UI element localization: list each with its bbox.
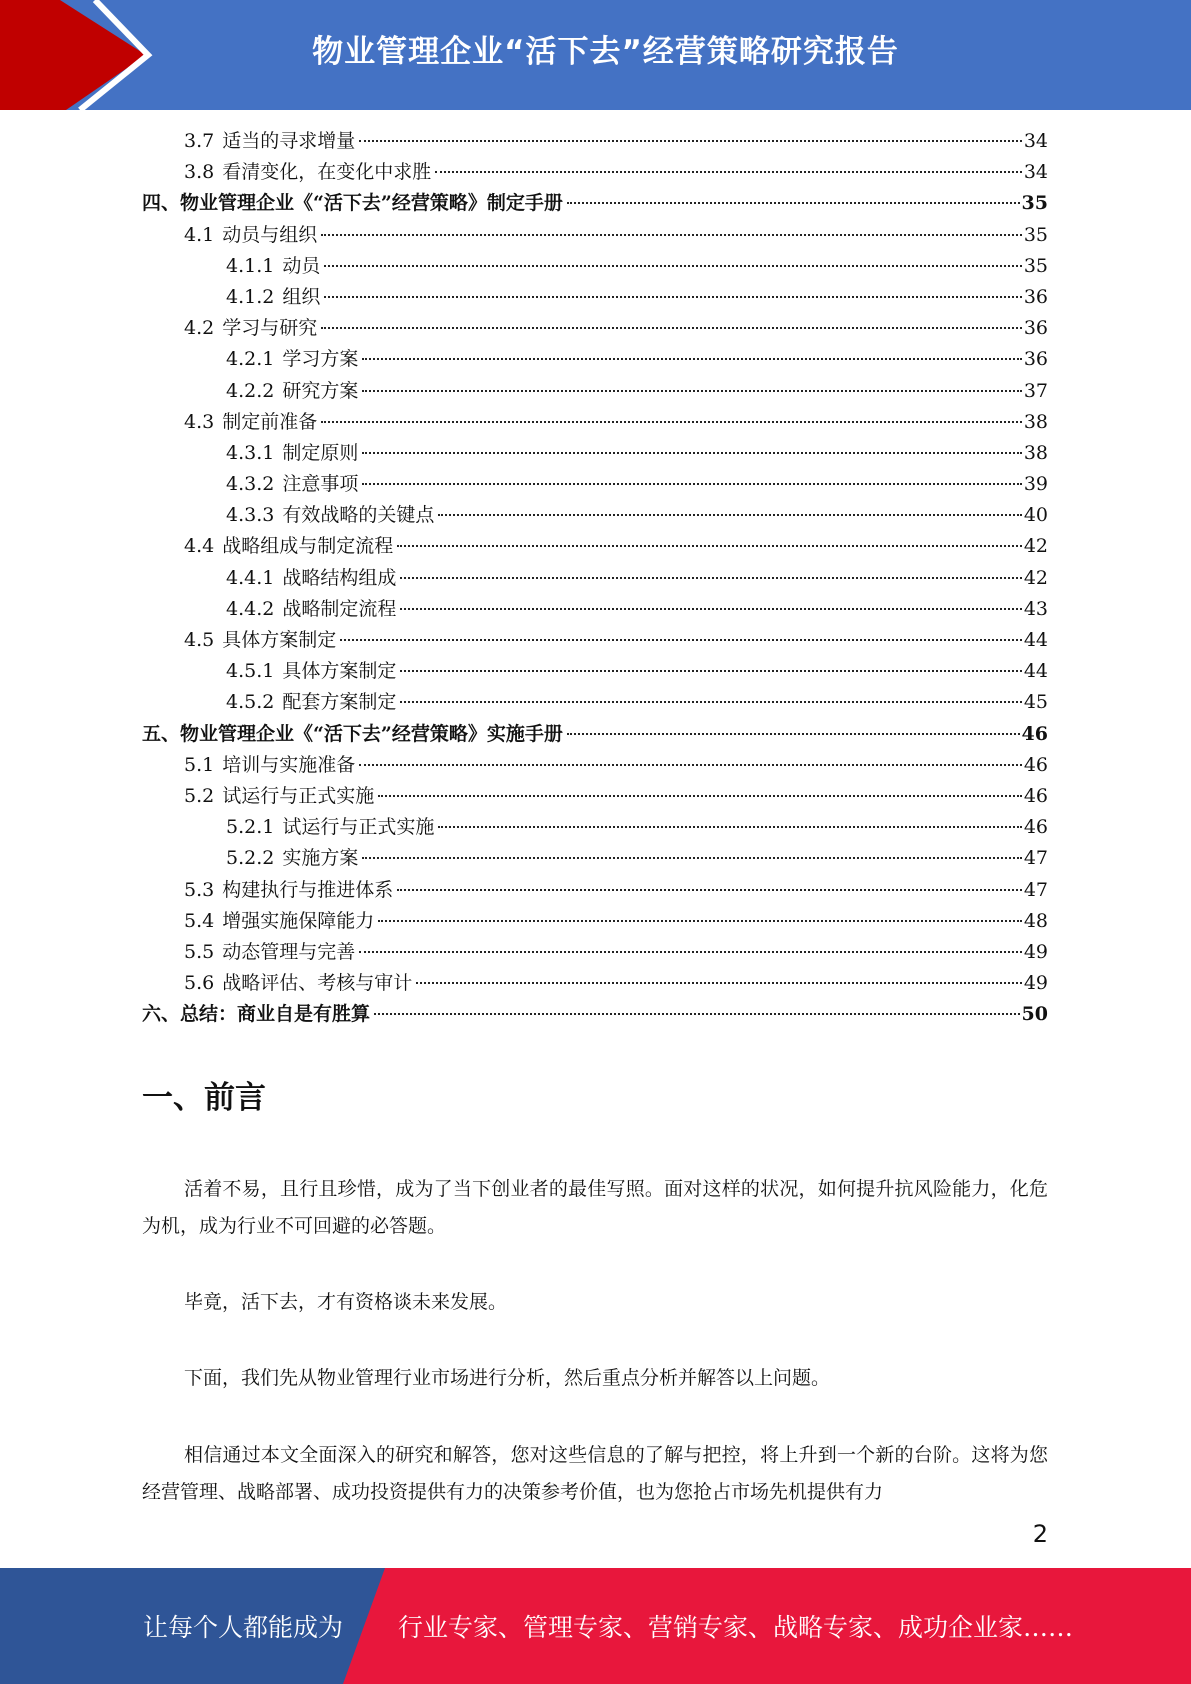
toc-entry-number: 4.5.2 [226,691,275,714]
toc-entry[interactable] [142,157,1048,188]
toc-entry[interactable] [142,188,1048,219]
toc-entry-page: 47 [1023,878,1048,901]
toc-dot-leader [362,452,1021,454]
toc-entry[interactable] [142,563,1048,594]
toc-entry-number: 5.2.1 [226,816,275,839]
toc-entry-page: 48 [1023,909,1048,932]
toc-entry-page: 44 [1023,629,1048,651]
toc-entry-title: 研究方案 [282,379,359,402]
toc-entry-number: 4.5 [184,629,215,651]
toc-entry-page: 49 [1023,972,1048,995]
toc-dot-leader [400,670,1021,672]
toc-entry-page: 46 [1023,784,1048,807]
page-footer [0,1568,1191,1684]
toc-entry-number: 5.4 [184,909,215,932]
toc-entry-page: 34 [1023,161,1048,184]
toc-entry-number: 4.1.2 [226,285,275,308]
toc-entry-number: 4.1 [184,223,215,246]
toc-entry[interactable] [142,906,1048,937]
toc-entry[interactable] [142,500,1048,531]
toc-entry[interactable] [142,875,1048,906]
toc-dot-leader [362,358,1021,360]
toc-entry[interactable] [142,719,1048,750]
toc-dot-leader [397,545,1022,547]
toc-entry[interactable] [142,781,1048,812]
toc-entry-number: 3.7 [184,130,215,152]
toc-entry-page: 42 [1023,535,1048,558]
toc-dot-leader [400,577,1021,579]
toc-entry[interactable] [142,750,1048,781]
toc-entry[interactable] [142,469,1048,500]
toc-entry-title: 构建执行与推进体系 [222,878,394,901]
toc-entry[interactable] [142,968,1048,999]
toc-dot-leader [321,421,1022,423]
toc-entry-page: 38 [1023,441,1048,464]
page-header [0,0,1191,110]
toc-entry-page: 35 [1023,223,1048,246]
toc-entry-number: 5.5 [184,940,215,963]
toc-entry-page: 39 [1023,473,1048,496]
toc-entry-title: 注意事项 [282,473,359,496]
toc-entry-number: 4.3.1 [226,441,275,464]
toc-entry-number: 4.5.1 [226,660,275,683]
toc-entry[interactable] [142,251,1048,282]
toc-entry-number: 4.4 [184,535,215,558]
toc-entry-number: 4.4.1 [226,566,275,589]
toc-entry-title: 培训与实施准备 [222,753,356,776]
toc-entry[interactable] [142,407,1048,438]
toc-dot-leader [378,795,1022,797]
toc-entry-number: 5.1 [184,753,215,776]
toc-entry-number: 5.2.2 [226,847,275,870]
toc-dot-leader [438,514,1021,516]
section-heading: 一、前言 [142,1080,266,1116]
toc-dot-leader [324,296,1021,298]
toc-entry[interactable] [142,625,1048,656]
toc-entry-page: 38 [1023,410,1048,433]
toc-dot-leader [324,265,1021,267]
toc-entry-page: 34 [1023,130,1048,152]
toc-entry-title: 有效战略的关键点 [282,504,435,527]
toc-entry[interactable] [142,313,1048,344]
toc-entry-title: 六、总结：商业自是有胜算 [142,1003,371,1026]
toc-dot-leader [359,764,1022,766]
paragraph-2: 毕竟，活下去，才有资格谈未来发展。 [184,1291,508,1313]
toc-entry-page: 47 [1023,847,1048,870]
toc-entry-title: 学习方案 [282,348,359,371]
toc-dot-leader [400,608,1021,610]
toc-dot-leader [321,327,1022,329]
toc-dot-leader [359,951,1022,953]
toc-dot-leader [340,639,1022,641]
toc-entry-number: 4.4.2 [226,597,275,620]
toc-dot-leader [321,234,1022,236]
paragraph-3: 下面，我们先从物业管理行业市场进行分析，然后重点分析并解答以上问题。 [184,1367,831,1389]
toc-entry-number: 4.1.1 [226,254,275,277]
toc-dot-leader [362,857,1021,859]
toc-entry-title: 动员 [282,254,321,277]
toc-entry[interactable] [142,656,1048,687]
toc-entry-page: 46 [1021,722,1048,745]
toc-entry[interactable] [142,812,1048,843]
toc-entry-title: 组织 [282,285,321,308]
footer-slogan-right: 行业专家、管理专家、营销专家、战略专家、成功企业家…… [398,1613,1074,1642]
toc-entry-title: 试运行与正式实施 [282,816,435,839]
toc-dot-leader [400,701,1021,703]
toc-entry[interactable] [142,126,1048,157]
toc-entry-title: 试运行与正式实施 [222,784,375,807]
toc-dot-leader [416,982,1022,984]
toc-entry[interactable] [142,438,1048,469]
toc-dot-leader [359,140,1022,142]
toc-entry-number: 5.2 [184,784,215,807]
toc-entry-page: 46 [1023,753,1048,776]
table-of-contents [142,126,1048,1030]
toc-entry-page: 49 [1023,940,1048,963]
toc-entry-title: 学习与研究 [222,317,318,340]
toc-entry-title: 实施方案 [282,847,359,870]
toc-entry[interactable] [142,687,1048,718]
toc-entry[interactable] [142,843,1048,874]
toc-dot-leader [374,1013,1020,1015]
toc-dot-leader [378,920,1022,922]
toc-entry-page: 36 [1023,317,1048,340]
toc-entry-page: 43 [1023,597,1048,620]
toc-dot-leader [438,826,1021,828]
toc-entry-title: 战略评估、考核与审计 [222,972,413,995]
toc-dot-leader [397,889,1022,891]
toc-entry-title: 看清变化，在变化中求胜 [222,161,432,184]
toc-entry-number: 3.8 [184,161,215,184]
toc-entry[interactable] [142,344,1048,375]
toc-entry-title: 具体方案制定 [222,629,337,651]
toc-entry-number: 4.3.3 [226,504,275,527]
footer-slogan-left: 让每个人都能成为 [143,1613,344,1642]
toc-dot-leader [435,171,1022,173]
toc-entry-title: 制定前准备 [222,410,318,433]
toc-entry-page: 36 [1023,285,1048,308]
toc-entry-title: 五、物业管理企业《“活下去”经营策略》实施手册 [142,722,563,745]
toc-dot-leader [362,390,1021,392]
toc-entry[interactable] [142,376,1048,407]
page-number: 2 [1032,1520,1048,1548]
report-title: 物业管理企业“活下去”经营策略研究报告 [312,34,899,70]
toc-entry-page: 40 [1023,504,1048,527]
toc-entry-title: 四、物业管理企业《“活下去”经营策略》制定手册 [142,192,563,215]
toc-entry-page: 37 [1023,379,1048,402]
toc-entry-title: 战略制定流程 [282,597,397,620]
toc-entry-page: 45 [1023,691,1048,714]
toc-entry[interactable] [142,282,1048,313]
toc-entry-title: 动员与组织 [222,223,318,246]
toc-entry[interactable] [142,220,1048,251]
toc-entry[interactable] [142,937,1048,968]
toc-entry-title: 配套方案制定 [282,691,397,714]
paragraph-1: 活着不易，且行且珍惜，成为了当下创业者的最佳写照。面对这样的状况，如何提升抗风险能力，化危为机，成为行业不可回避的必答题。 [142,1178,1048,1237]
toc-entry-title: 增强实施保障能力 [222,909,375,932]
toc-entry-number: 4.2 [184,317,215,340]
paragraph-4: 相信通过本文全面深入的研究和解答，您对这些信息的了解与把控，将上升到一个新的台阶。这将为您经营管理、战略部署、成功投资提供有力的决策参考价值，也为您抢占市场先机提供有力 [142,1444,1048,1503]
toc-entry-title: 制定原则 [282,441,359,464]
toc-entry-title: 战略组成与制定流程 [222,535,394,558]
toc-entry-number: 4.3.2 [226,473,275,496]
toc-entry-number: 4.3 [184,410,215,433]
toc-entry-number: 5.6 [184,972,215,995]
toc-entry-page: 35 [1023,254,1048,277]
toc-entry[interactable] [142,594,1048,625]
toc-entry-page: 36 [1023,348,1048,371]
toc-dot-leader [362,483,1021,485]
toc-entry[interactable] [142,531,1048,562]
toc-dot-leader [567,733,1020,735]
toc-entry[interactable] [142,999,1048,1030]
toc-entry-number: 5.3 [184,878,215,901]
toc-entry-title: 具体方案制定 [282,660,397,683]
toc-entry-title: 适当的寻求增量 [222,130,356,152]
toc-entry-page: 42 [1023,566,1048,589]
toc-dot-leader [567,202,1020,204]
toc-entry-number: 4.2.2 [226,379,275,402]
toc-entry-page: 44 [1023,660,1048,683]
toc-entry-title: 动态管理与完善 [222,940,356,963]
toc-entry-number: 4.2.1 [226,348,275,371]
toc-entry-page: 50 [1021,1003,1048,1026]
toc-entry-page: 46 [1023,816,1048,839]
toc-entry-page: 35 [1021,192,1048,215]
toc-entry-title: 战略结构组成 [282,566,397,589]
